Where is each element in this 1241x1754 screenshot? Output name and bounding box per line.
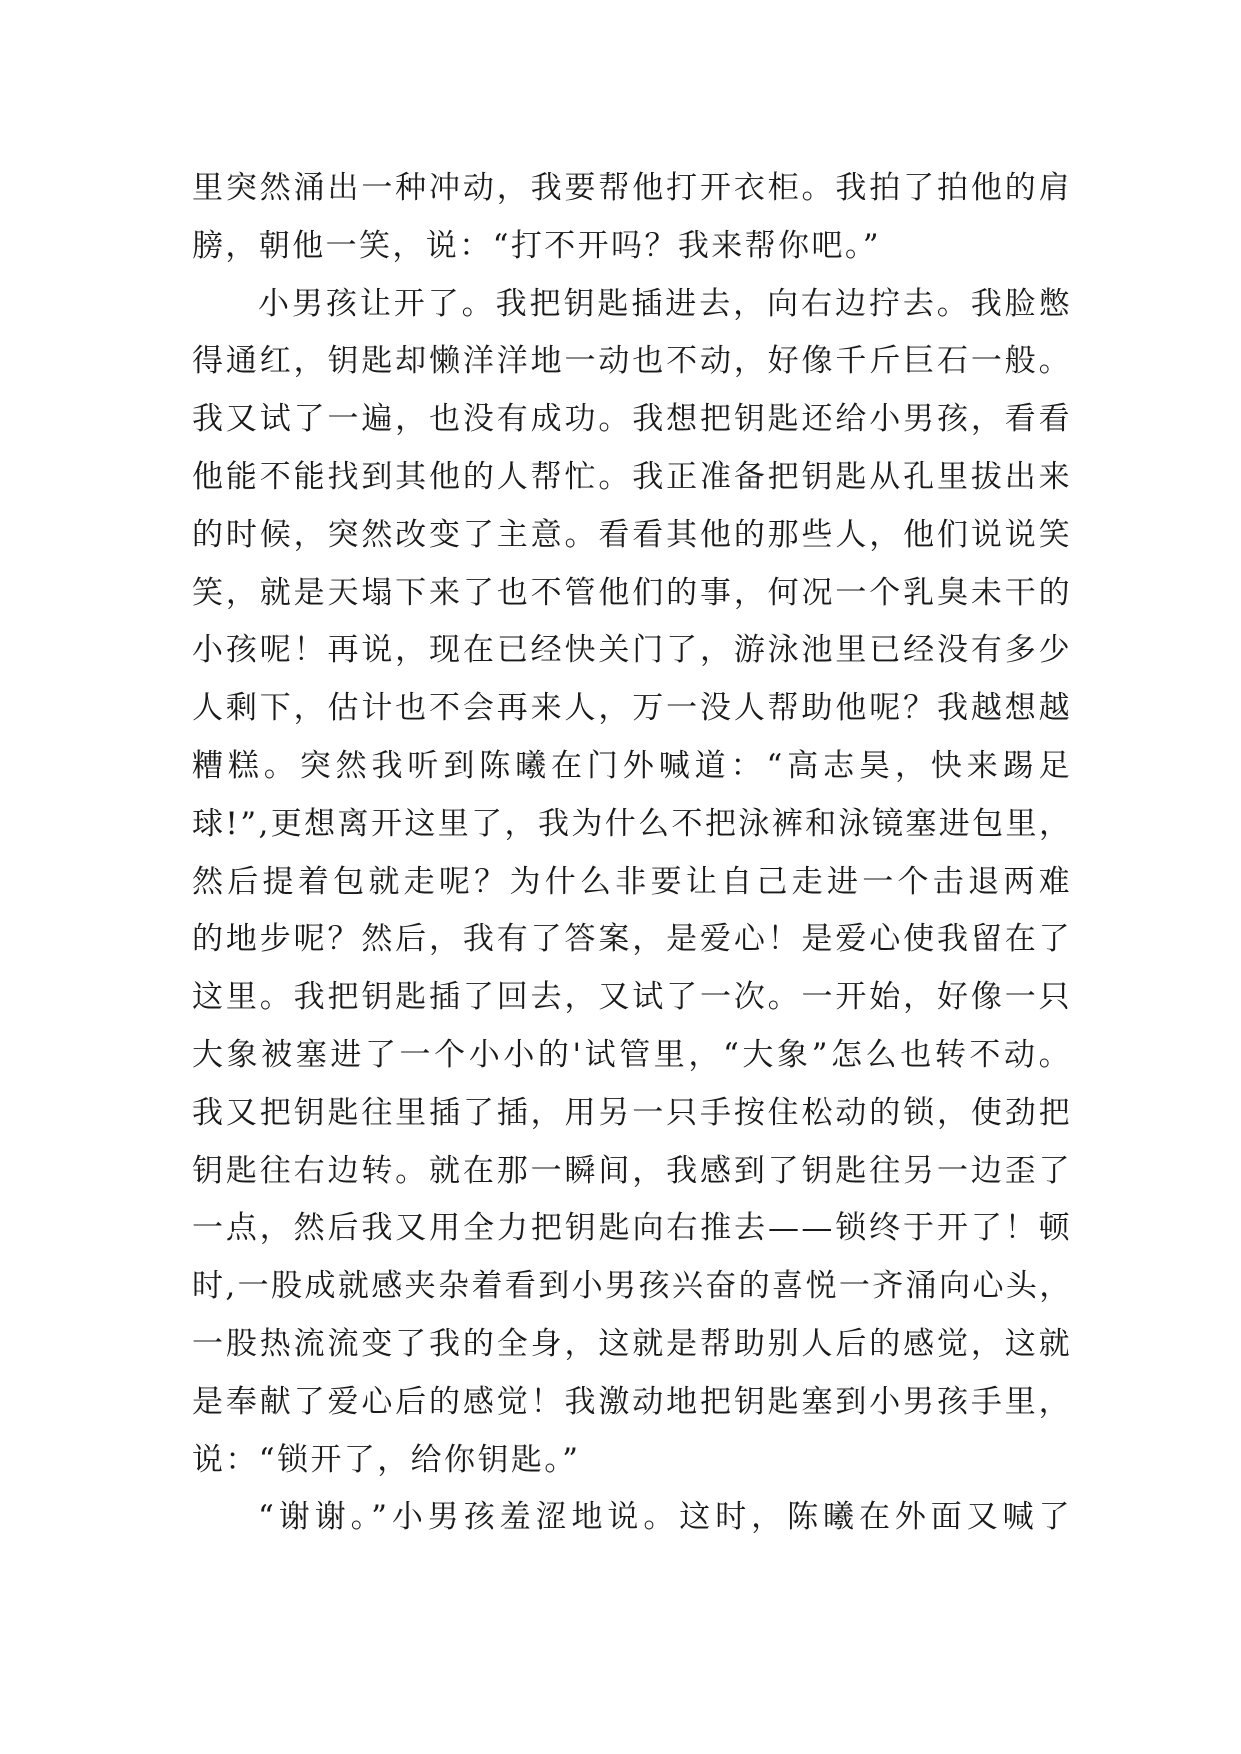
text-line: 小孩呢！再说，现在已经快关门了，游泳池里已经没有多少	[192, 632, 1072, 669]
text-line: 说：“锁开了，给你钥匙。”	[192, 1441, 581, 1478]
text-line: 是奉献了爱心后的感觉！我激动地把钥匙塞到小男孩手里，	[192, 1383, 1072, 1420]
text-line: 糟糕。突然我听到陈曦在门外喊道：“高志昊，快来踢足	[192, 747, 1072, 784]
text-line: 这里。我把钥匙插了回去，又试了一次。一开始，好像一只	[192, 979, 1072, 1016]
text-line: 我又把钥匙往里插了插，用另一只手按住松动的锁，使劲把	[192, 1094, 1072, 1131]
text-line: 的时候，突然改变了主意。看看其他的那些人，他们说说笑	[192, 516, 1072, 553]
text-line: 钥匙往右边转。就在那一瞬间，我感到了钥匙往另一边歪了	[192, 1152, 1072, 1189]
text-line: 球!”,更想离开这里了，我为什么不把泳裤和泳镜塞进包里，	[192, 805, 1073, 842]
text-line: 我又试了一遍，也没有成功。我想把钥匙还给小男孩，看看	[192, 401, 1072, 438]
text-line: 小男孩让开了。我把钥匙插进去，向右边拧去。我脸憋	[258, 285, 1072, 322]
text-line: 一点，然后我又用全力把钥匙向右推去——锁终于开了！顿	[192, 1210, 1072, 1247]
text-line: 大象被塞进了一个小小的'试管里，“大象”怎么也转不动。	[192, 1036, 1072, 1073]
text-line: 然后提着包就走呢？为什么非要让自己走进一个击退两难	[192, 863, 1072, 900]
text-line: 一股热流流变了我的全身，这就是帮助别人后的感觉，这就	[192, 1325, 1072, 1362]
text-line: 人剩下，估计也不会再来人，万一没人帮助他呢？我越想越	[192, 690, 1072, 727]
text-line: 笑，就是天塌下来了也不管他们的事，何况一个乳臭未干的	[192, 574, 1072, 611]
text-line: “谢谢。”小男孩羞涩地说。这时，陈曦在外面又喊了	[258, 1499, 1072, 1536]
text-line: 他能不能找到其他的人帮忙。我正准备把钥匙从孔里拔出来	[192, 458, 1072, 495]
text-line: 膀，朝他一笑，说：“打不开吗？我来帮你吧。”	[192, 227, 881, 264]
body-text	[192, 160, 1072, 1547]
text-line: 得通红，钥匙却懒洋洋地一动也不动，好像千斤巨石一般。	[192, 343, 1072, 380]
text-line: 里突然涌出一种冲动，我要帮他打开衣柜。我拍了拍他的肩	[192, 170, 1072, 206]
text-line: 时,一股成就感夹杂着看到小男孩兴奋的喜悦一齐涌向心头，	[192, 1268, 1073, 1305]
text-line: 的地步呢？然后，我有了答案，是爱心！是爱心使我留在了	[192, 921, 1072, 958]
